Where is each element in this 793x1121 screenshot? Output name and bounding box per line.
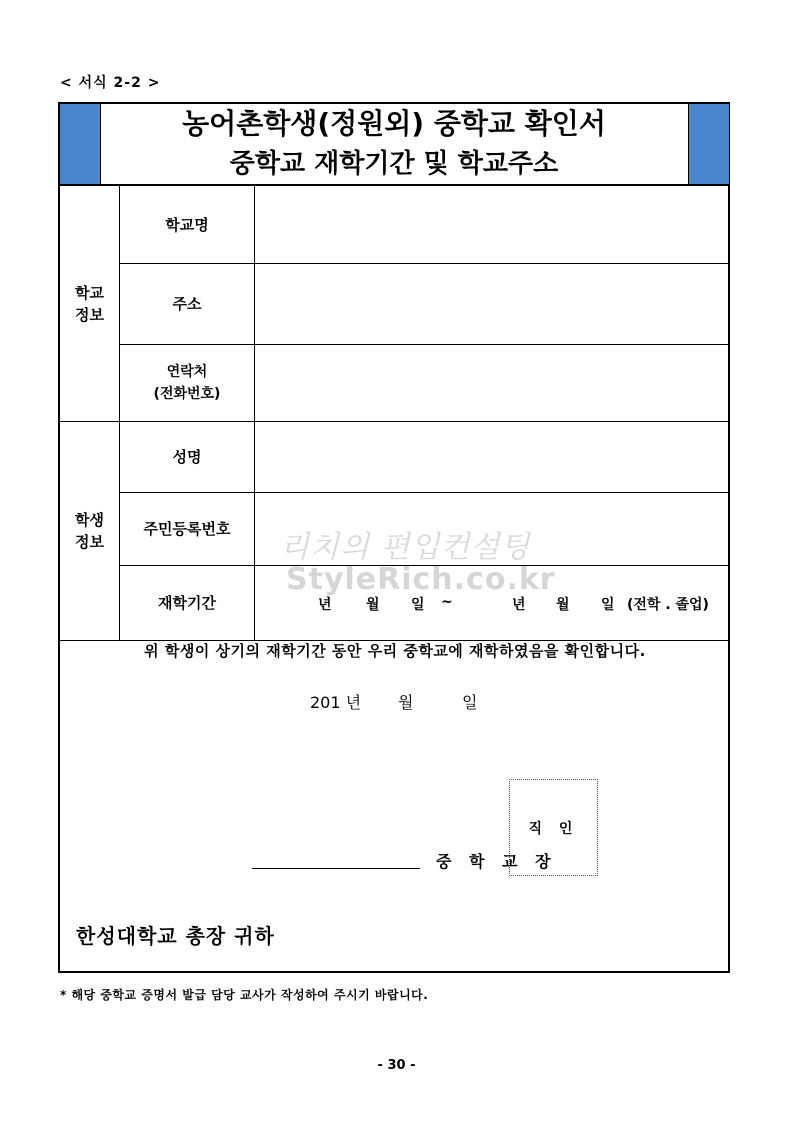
resident-id-label: 주민등록번호 [143, 520, 231, 538]
student-name-label: 성명 [172, 448, 202, 466]
page-number: - 30 - [377, 1058, 416, 1073]
period-start-day: 일 [411, 597, 425, 613]
watermark-url: StyleRich.co.kr [286, 562, 556, 597]
transfer-graduation-status: (전학 . 졸업) [627, 597, 709, 613]
recipient: 한성대학교 총장 귀하 [76, 924, 275, 948]
page-subtitle: 중학교 재학기간 및 학교주소 [229, 149, 559, 179]
period-start-month: 월 [366, 597, 380, 613]
period-end-month: 월 [556, 597, 570, 613]
signature-line[interactable] [252, 868, 420, 869]
form-number-label: < 서식 2-2 > [60, 75, 161, 91]
principal-label: 중 학 교 장 [436, 852, 557, 871]
student-name-field[interactable] [255, 422, 728, 492]
school-address-label: 주소 [172, 295, 202, 313]
period-end-day: 일 [601, 597, 615, 613]
date-day: 일 [462, 693, 478, 712]
school-name-field[interactable] [255, 187, 728, 263]
period-start-year: 년 [318, 597, 332, 613]
page-title: 농어촌학생(정원외) 중학교 확인서 [182, 107, 606, 140]
school-name-label: 학교명 [165, 215, 209, 234]
period-end-year: 년 [512, 597, 526, 613]
student-info-section-label: 학생 정보 [75, 511, 104, 551]
school-contact-label: 연락처 (전화번호) [153, 364, 221, 402]
enrollment-period-field[interactable] [255, 566, 728, 640]
header-accent-right [688, 104, 729, 184]
school-info-section-label: 학교 정보 [75, 283, 104, 324]
school-contact-field[interactable] [255, 345, 728, 421]
enrollment-period-label: 재학기간 [158, 594, 216, 612]
school-address-field[interactable] [255, 264, 728, 344]
official-seal-label: 직 인 [528, 821, 579, 837]
period-tilde: ~ [441, 594, 453, 610]
header-accent-left [60, 104, 101, 184]
confirmation-statement: 위 학생이 상기의 재학기간 동안 우리 중학교에 재학하였음을 확인합니다. [144, 642, 646, 660]
date-month: 월 [398, 693, 414, 712]
watermark-text: 리치의 편입컨설팅 [280, 530, 531, 565]
date-year: 201 년 [310, 693, 362, 712]
footnote: * 해당 중학교 증명서 발급 담당 교사가 작성하여 주시기 바랍니다. [60, 988, 429, 1002]
